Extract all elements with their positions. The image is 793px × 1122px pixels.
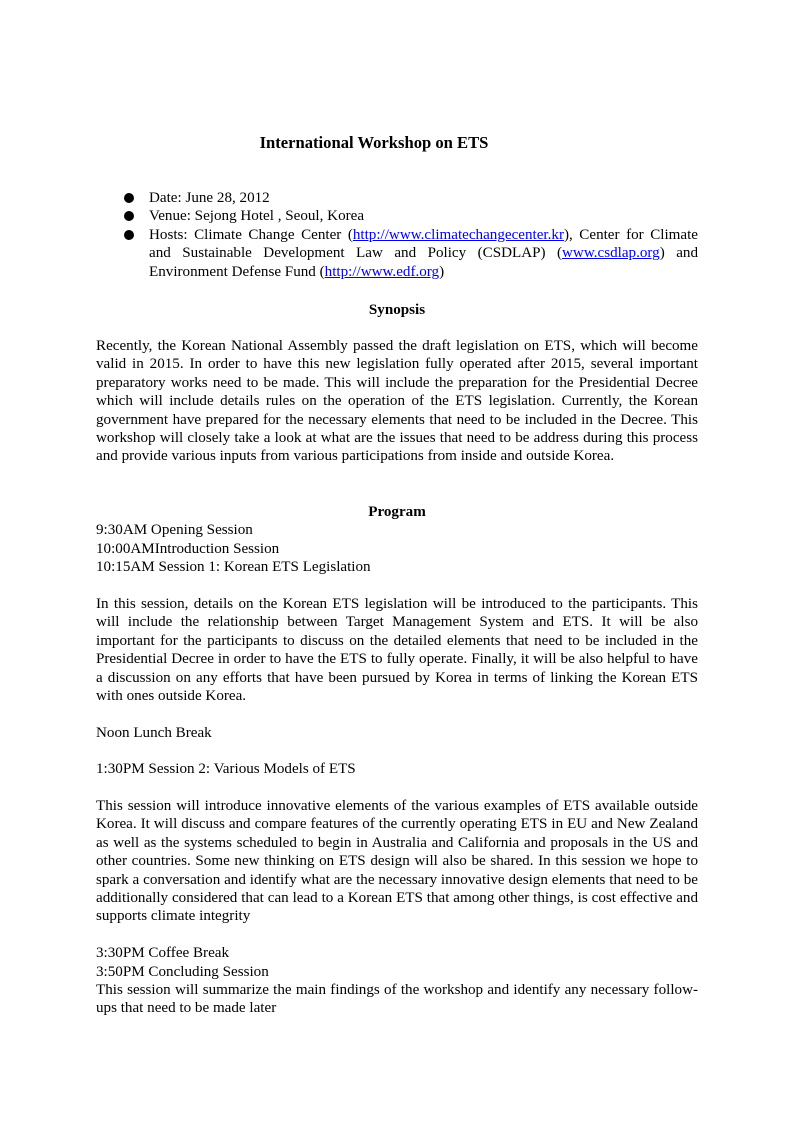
bullet-icon (124, 193, 134, 203)
list-item-venue (96, 207, 698, 225)
concluding-session-title: 3:50PM Concluding Session (96, 964, 269, 980)
edf-link[interactable]: http://www.edf.org (324, 263, 440, 280)
climate-change-center-link[interactable]: http://www.climatechangecenter.kr (352, 226, 564, 243)
program-heading: Program (368, 504, 426, 520)
hosts-prefix: Hosts: Climate Change Center ( (149, 226, 353, 243)
session-2-title: 1:30PM Session 2: Various Models of ETS (96, 761, 356, 777)
session-2-description: This session will introduce innovative elements of the various examples of ETS available outside Korea. It will discuss and compare features of the currently operating ETS in EU and New Zealand as well as the systems scheduled to begin in Australia and California and proposals in the US and other countries. Some new thinking on ETS design will also be shared. In this session we hope to spark a conversation and identify what are the necessary innovative design elements that need to be additionally considered that can lead to a Korean ETS that among other things, is cost effective and supports climate integrity (96, 798, 698, 925)
concluding-session-description: This session will summarize the main findings of the workshop and identify any necessary follow-ups that need to be made later (96, 982, 698, 1017)
list-item-date (96, 189, 698, 207)
hosts-suffix: ) (439, 263, 445, 280)
hosts-mid2: ) and Environment Defense Fund ( (149, 245, 698, 280)
document-title: International Workshop on ETS (259, 133, 489, 152)
synopsis-paragraph: Recently, the Korean National Assembly passed the draft legislation on ETS, which will become valid in 2015. In order to have this new legislation fully operated after 2015, several important preparatory works need to be made. This will include the preparation for the Presidential Decree which will include details rules on the operation of the ETS legislation. Currently, the Korean government have prepared for the necessary elements that need to be included in the Decree. This workshop will closely take a look at what are the issues that need to be address during this process and provide various inputs from various participations from inside and outside Korea. (96, 338, 698, 465)
hosts-mid: ), Center for Climate and Sustainable Development Law and Policy (CSDLAP) ( (149, 226, 698, 262)
list-item-hosts (96, 226, 698, 281)
session-1-title: 10:15AM Session 1: Korean ETS Legislation (96, 559, 371, 575)
opening-session: 9:30AM Opening Session (96, 522, 253, 538)
csdlap-link[interactable]: www.csdlap.org (562, 245, 660, 262)
lunch-break: Noon Lunch Break (96, 725, 212, 741)
bullet-icon (124, 230, 134, 240)
event-details-list (96, 189, 698, 281)
bullet-icon (124, 211, 134, 221)
date-text: Date: June 28, 2012 (149, 190, 270, 206)
session-1-description: In this session, details on the Korean ETS legislation will be introduced to the participants. This will include the relationship between Target Management System and ETS. It will be also important for the participants to discuss on the detailed elements that need to be included in the Presidential Decree in order to have the ETS to fully operate. Finally, it will be also helpful to have a discussion on any efforts that have been pursued by Korea in terms of linking the Korean ETS with ones outside Korea. (96, 596, 698, 705)
coffee-break: 3:30PM Coffee Break (96, 945, 230, 961)
venue-text: Venue: Sejong Hotel , Seoul, Korea (149, 208, 365, 225)
introduction-session: 10:00AMIntroduction Session (96, 541, 280, 557)
synopsis-heading: Synopsis (368, 302, 426, 318)
